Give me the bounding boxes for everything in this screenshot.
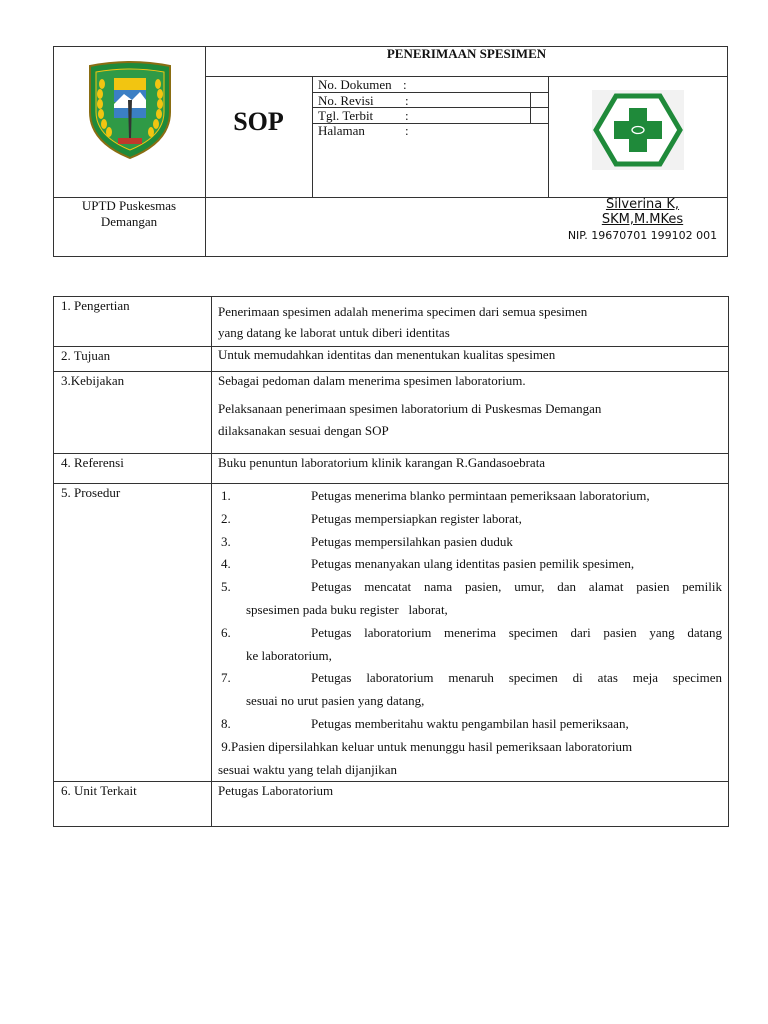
prosedur-step xyxy=(218,531,722,554)
step-number: 3. xyxy=(221,533,231,549)
pengertian-line2: yang datang ke laborat untuk diberi identitas xyxy=(218,325,450,340)
content-prosedur xyxy=(212,484,729,782)
org-name-line1: UPTD Puskesmas xyxy=(81,198,177,213)
document-title: PENERIMAAN SPESIMEN xyxy=(386,46,547,61)
step-number: 1. xyxy=(221,488,231,503)
step-text: Petugas menerima blanko permintaan pemeriksaan laboratorium, xyxy=(311,488,650,503)
step-text: Petugas mempersiapkan register laborat, xyxy=(311,510,522,526)
signer-name-line1: Silverina K, xyxy=(605,197,680,212)
doc-field-halaman xyxy=(318,123,365,139)
step-text: Petugas laboratorium menaruh specimen di atas meja specimen xyxy=(311,670,722,686)
step-text: Petugas mempersilahkan pasien duduk xyxy=(311,533,513,549)
content-referensi: Buku penuntun laboratorium klinik karangan R.Gandasoebrata xyxy=(212,454,729,484)
content-unit-terkait: Petugas Laboratorium xyxy=(212,782,729,827)
step-continuation: spsesimen pada buku register laborat, xyxy=(246,601,448,617)
doc-field-sep: : xyxy=(405,123,409,138)
step-text: Petugas menanyakan ulang identitas pasien pemilik spesimen, xyxy=(311,556,635,572)
signer-name-line2: SKM,M.MKes xyxy=(601,212,684,227)
prosedur-step9-line2: sesuai waktu yang telah dijanjikan xyxy=(218,761,398,777)
doc-field-sep: : xyxy=(405,108,409,123)
sop-label: SOP xyxy=(233,107,284,136)
pengertian-line1: Penerimaan spesimen adalah menerima specimen dari semua spesimen xyxy=(218,304,588,319)
kebijakan-line3: dilaksanakan sesuai dengan SOP xyxy=(218,423,389,438)
kebijakan-line2: Pelaksanaan penerimaan spesimen laboratorium di Puskesmas Demangan xyxy=(218,401,602,416)
doc-field-label: Halaman xyxy=(318,123,365,138)
doc-field-label: No. Dokumen xyxy=(318,77,392,92)
label-referensi: 4. Referensi xyxy=(54,454,212,484)
org-name-line2: Demangan xyxy=(100,214,158,229)
doc-field-tgl-terbit xyxy=(318,108,373,124)
prosedur-steps xyxy=(218,485,722,736)
doc-field-no-dokumen xyxy=(318,77,392,93)
org-name xyxy=(53,198,205,230)
label-unit-terkait: 6. Unit Terkait xyxy=(54,782,212,827)
kebijakan-line1: Sebagai pedoman dalam menerima spesimen laboratorium. xyxy=(218,373,526,388)
step-number: 2. xyxy=(221,510,231,526)
row-kebijakan xyxy=(54,372,729,454)
label-tujuan: 2. Tujuan xyxy=(54,347,212,372)
step-number: 5. xyxy=(221,579,231,595)
step-number: 6. xyxy=(221,624,231,640)
content-pengertian xyxy=(212,297,729,347)
content-kebijakan xyxy=(212,372,729,454)
doc-field-no-revisi xyxy=(318,93,374,109)
prosedur-step xyxy=(218,667,722,690)
doc-field-sep: : xyxy=(405,93,409,108)
row-tujuan xyxy=(54,347,729,372)
step-text: Petugas memberitahu waktu pengambilan hasil pemeriksaan, xyxy=(311,715,629,731)
step-number: 7. xyxy=(221,670,231,686)
doc-field-label: Tgl. Terbit xyxy=(318,108,374,123)
step-number: 4. xyxy=(221,556,231,572)
row-unit-terkait xyxy=(54,782,729,827)
prosedur-step xyxy=(218,553,722,576)
row-pengertian xyxy=(54,297,729,347)
step-text: Petugas mencatat nama pasien, umur, dan alamat pasien pemilik xyxy=(311,579,722,595)
prosedur-step9-line1: 9.Pasien dipersilahkan keluar untuk menunggu hasil pemeriksaan laboratorium xyxy=(218,738,633,754)
content-tujuan: Untuk memudahkan identitas dan menentukan kualitas spesimen xyxy=(212,347,729,372)
row-referensi xyxy=(54,454,729,484)
step-continuation: sesuai no urut pasien yang datang, xyxy=(246,693,425,709)
step-text: Petugas laboratorium menerima specimen dari pasien yang datang xyxy=(311,624,722,640)
signer-nip: NIP. 19670701 199102 001 xyxy=(567,229,718,242)
prosedur-step xyxy=(218,622,722,645)
label-kebijakan: 3.Kebijakan xyxy=(54,372,212,454)
prosedur-step xyxy=(218,576,722,599)
label-pengertian: 1. Pengertian xyxy=(54,297,212,347)
step-continuation: ke laboratorium, xyxy=(246,647,332,663)
sop-content-table xyxy=(53,296,729,827)
label-prosedur: 5. Prosedur xyxy=(54,484,212,782)
puskesmas-logo xyxy=(592,90,684,170)
doc-field-label: No. Revisi xyxy=(318,93,374,108)
doc-field-sep: : xyxy=(403,77,407,92)
prosedur-step xyxy=(218,485,722,508)
regency-emblem xyxy=(84,60,176,160)
row-prosedur xyxy=(54,484,729,782)
signer-block xyxy=(560,197,725,243)
step-number: 8. xyxy=(221,715,231,731)
health-cross-icon xyxy=(592,90,684,170)
prosedur-step xyxy=(218,508,722,531)
prosedur-step xyxy=(218,713,722,736)
regency-shield-icon xyxy=(84,60,176,160)
